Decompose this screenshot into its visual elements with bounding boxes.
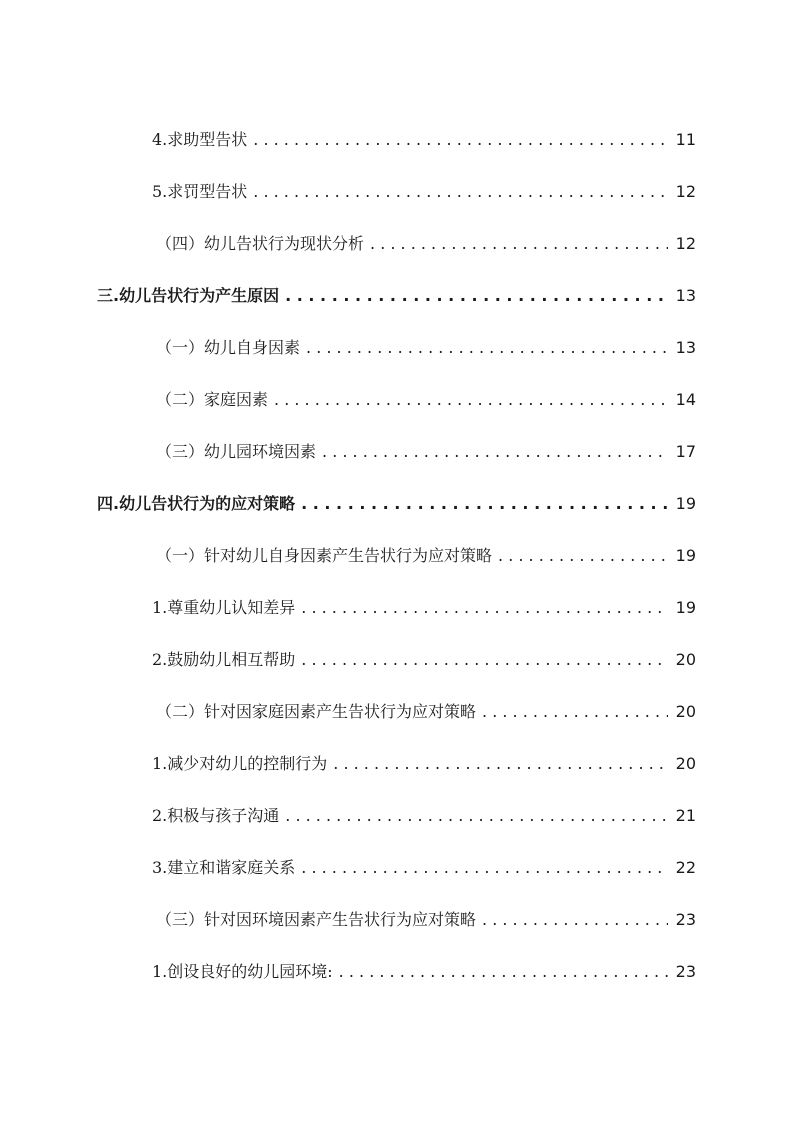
toc-entry[interactable] — [0, 946, 793, 998]
toc-leader-dots — [301, 582, 668, 634]
toc-entry-page: 14 — [675, 390, 696, 409]
toc-leader-dots — [322, 426, 668, 478]
toc-leader-dots — [301, 634, 668, 686]
toc-entry-page: 21 — [675, 806, 696, 825]
toc-entry-title: （四）幼儿告状行为现状分析 — [156, 234, 365, 253]
toc-entry-title: （三）针对因环境因素产生告状行为应对策略 — [156, 910, 477, 929]
toc-entry-page: 17 — [675, 442, 696, 461]
toc-leader-dots — [253, 114, 668, 166]
toc-entry[interactable] — [0, 738, 793, 790]
toc-entry[interactable] — [0, 218, 793, 270]
toc-entry-title: （一）幼儿自身因素 — [156, 338, 301, 357]
toc-leader-dots — [498, 530, 668, 582]
toc-entry-page: 19 — [675, 494, 696, 513]
toc-entry[interactable] — [0, 426, 793, 478]
toc-entry[interactable] — [0, 842, 793, 894]
toc-entry[interactable] — [0, 634, 793, 686]
toc-entry-title: 三.幼儿告状行为产生原因 — [97, 286, 280, 305]
toc-entry[interactable] — [0, 322, 793, 374]
toc-entry-title: 3.建立和谐家庭关系 — [152, 858, 296, 877]
toc-entry[interactable] — [0, 114, 793, 166]
toc-entry-page: 13 — [675, 338, 696, 357]
toc-entry[interactable] — [0, 686, 793, 738]
toc-leader-dots — [482, 686, 668, 738]
toc-leader-dots — [285, 790, 668, 842]
toc-entry[interactable] — [0, 374, 793, 426]
toc-entry-title: 1.创设良好的幼儿园环境: — [152, 962, 333, 981]
toc-leader-dots — [306, 322, 668, 374]
toc-entry-page: 23 — [675, 962, 696, 981]
toc-entry-page: 22 — [675, 858, 696, 877]
toc-entry[interactable] — [0, 270, 793, 322]
toc-entry-title: （二）家庭因素 — [156, 390, 269, 409]
toc-entry-title: （三）幼儿园环境因素 — [156, 442, 317, 461]
toc-entry-page: 23 — [675, 910, 696, 929]
toc-entry-page: 20 — [675, 754, 696, 773]
toc-entry-page: 11 — [675, 130, 696, 149]
toc-entry-title: 四.幼儿告状行为的应对策略 — [97, 494, 296, 513]
toc-entry-title: 2.积极与孩子沟通 — [152, 806, 280, 825]
toc-leader-dots — [301, 478, 668, 530]
toc-entry-title: 5.求罚型告状 — [152, 182, 248, 201]
toc-leader-dots — [339, 946, 668, 998]
toc-entry-title: 1.尊重幼儿认知差异 — [152, 598, 296, 617]
toc-entry[interactable] — [0, 478, 793, 530]
toc-leader-dots — [482, 894, 668, 946]
toc-leader-dots — [285, 270, 668, 322]
toc-entry-title: 4.求助型告状 — [152, 130, 248, 149]
toc-entry-page: 12 — [675, 234, 696, 253]
table-of-contents — [0, 114, 793, 998]
toc-entry-title: 1.减少对幼儿的控制行为 — [152, 754, 328, 773]
toc-entry-page: 20 — [675, 650, 696, 669]
toc-entry-title: （一）针对幼儿自身因素产生告状行为应对策略 — [156, 546, 493, 565]
toc-leader-dots — [274, 374, 668, 426]
toc-leader-dots — [370, 218, 668, 270]
toc-entry-page: 13 — [675, 286, 696, 305]
toc-entry[interactable] — [0, 166, 793, 218]
toc-entry-page: 12 — [675, 182, 696, 201]
toc-leader-dots — [253, 166, 668, 218]
toc-entry[interactable] — [0, 790, 793, 842]
toc-entry-page: 19 — [675, 598, 696, 617]
toc-leader-dots — [333, 738, 668, 790]
toc-entry[interactable] — [0, 582, 793, 634]
toc-entry-page: 19 — [675, 546, 696, 565]
toc-leader-dots — [301, 842, 668, 894]
toc-entry-title: （二）针对因家庭因素产生告状行为应对策略 — [156, 702, 477, 721]
toc-entry[interactable] — [0, 894, 793, 946]
toc-entry-page: 20 — [675, 702, 696, 721]
toc-entry[interactable] — [0, 530, 793, 582]
toc-entry-title: 2.鼓励幼儿相互帮助 — [152, 650, 296, 669]
